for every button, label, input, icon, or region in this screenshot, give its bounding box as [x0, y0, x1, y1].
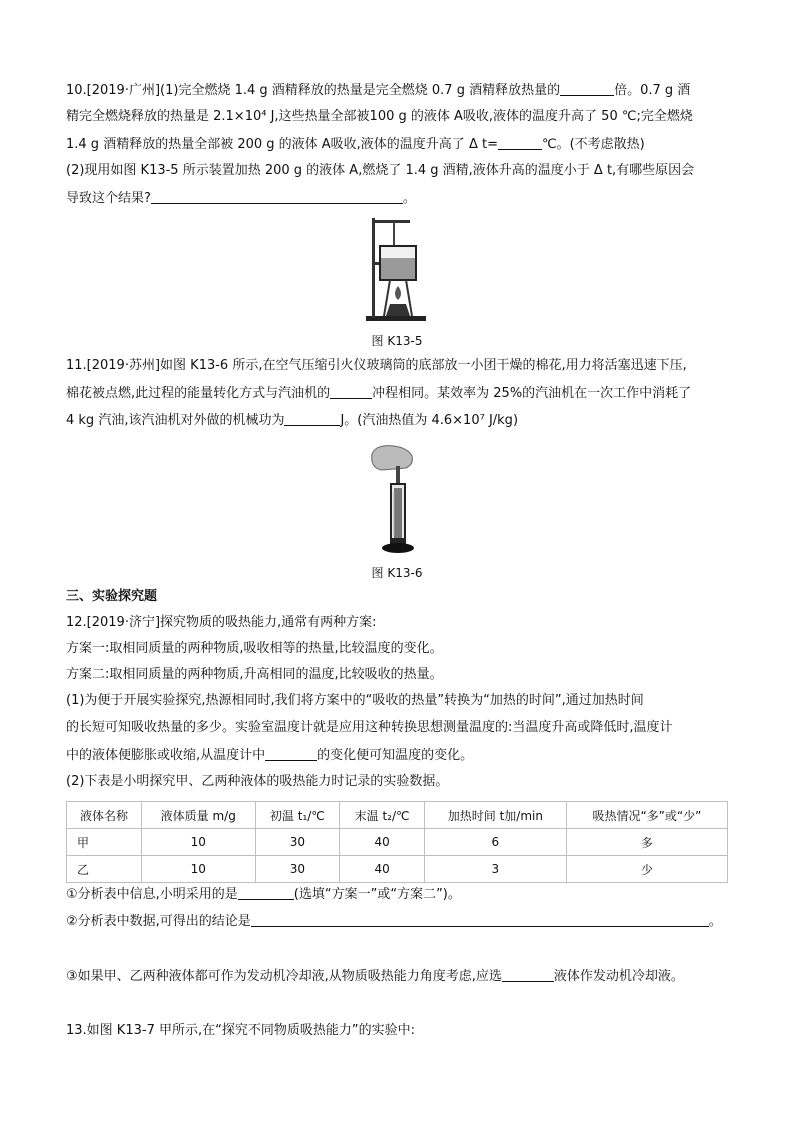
table-row [67, 829, 728, 856]
q12-text: 的变化便可知温度的变化。 [317, 748, 474, 763]
q12-answer1 [66, 885, 461, 904]
q10-text: ℃。(不考虑散热) [541, 137, 645, 152]
table-cell: 少 [566, 856, 727, 883]
table-cell: 乙 [67, 856, 142, 883]
table-cell: 多 [566, 829, 727, 856]
q11-text: J。(汽油热值为 4.6×10⁷ J/kg) [340, 413, 519, 428]
data-table [66, 801, 728, 883]
figure-k13-5-apparatus [364, 212, 430, 324]
table-header-row [67, 802, 728, 829]
q12-text: 中的液体便膨胀或收缩,从温度计中 [66, 748, 266, 763]
q12-answer3 [66, 967, 684, 986]
q10-line5 [66, 189, 416, 208]
q12-text: ③如果甲、乙两种液体都可作为发动机冷却液,从物质吸热能力角度考虑,应选 [66, 969, 502, 984]
q10-text: 1.4 g 酒精释放的热量全部被 200 g 的液体 A吸收,液体的温度升高了 Δ t= [66, 137, 498, 152]
q12-part1-line3 [66, 746, 473, 765]
q12-part2: (2)下表是小明探究甲、乙两种液体的吸热能力时记录的实验数据。 [66, 774, 449, 789]
table-header-cell: 初温 t₁/℃ [255, 802, 340, 829]
q10-text: 倍。0.7 g 酒 [614, 83, 691, 98]
q12-part1-line2: 的长短可知吸收热量的多少。实验室温度计就是应用这种转换思想测量温度的:当温度升高或降低时,温度计 [66, 720, 673, 735]
q12-answer2 [66, 912, 722, 931]
table-cell: 40 [340, 856, 425, 883]
q11-text: 冲程相同。某效率为 25%的汽油机在一次工作中消耗了 [372, 386, 692, 401]
q12-text: ①分析表中信息,小明采用的是 [66, 887, 238, 902]
q12-part1-line1: (1)为便于开展实验探究,热源相同时,我们将方案中的“吸收的热量”转换为“加热的时间”,通过加热时间 [66, 693, 644, 708]
table-header-cell: 液体质量 m/g [142, 802, 255, 829]
figure-k13-6-caption: 图 K13-6 [371, 566, 423, 580]
q11-line3 [66, 411, 518, 430]
answer-blank[interactable] [502, 967, 554, 982]
answer-blank[interactable] [265, 746, 317, 761]
q12-text: (选填“方案一”或“方案二”)。 [293, 887, 461, 902]
q10-line3 [66, 135, 645, 154]
q10-line2: 精完全燃烧释放的热量是 2.1×10⁴ J,这些热量全部被100 g 的液体 A吸收,液体的温度升高了 50 ℃;完全燃烧 [66, 109, 693, 124]
q12-text: 液体作发动机冷却液。 [553, 969, 684, 984]
q10-line1 [66, 81, 690, 100]
table-cell: 3 [424, 856, 566, 883]
q11-text: 4 kg 汽油,该汽油机对外做的机械功为 [66, 413, 285, 428]
table-cell: 6 [424, 829, 566, 856]
table-row [67, 856, 728, 883]
table-header-cell: 吸热情况“多”或“少” [566, 802, 727, 829]
q10-text: 导致这个结果? [66, 191, 151, 206]
answer-blank[interactable] [330, 384, 372, 399]
q10-text: 10.[2019·广州](1)完全燃烧 1.4 g 酒精释放的热量是完全燃烧 0.7 g 酒精释放热量的 [66, 83, 561, 98]
q12-plan1: 方案一:取相同质量的两种物质,吸收相等的热量,比较温度的变化。 [66, 641, 443, 656]
table-cell: 10 [142, 856, 255, 883]
table-cell: 40 [340, 829, 425, 856]
q12-line1: 12.[2019·济宁]探究物质的吸热能力,通常有两种方案: [66, 615, 377, 630]
answer-blank[interactable] [560, 81, 614, 96]
answer-blank[interactable] [284, 411, 340, 426]
q10-line4: (2)现用如图 K13-5 所示装置加热 200 g 的液体 A,燃烧了 1.4 g 酒精,液体升高的温度小于 Δ t,有哪些原因会 [66, 163, 695, 178]
answer-blank[interactable] [151, 189, 403, 204]
table-cell: 30 [255, 856, 340, 883]
answer-blank[interactable] [238, 885, 294, 900]
table-cell: 30 [255, 829, 340, 856]
q13-line1: 13.如图 K13-7 甲所示,在“探究不同物质吸热能力”的实验中: [66, 1023, 415, 1038]
q12-text: 。 [708, 914, 722, 929]
figure-k13-5-caption: 图 K13-5 [371, 334, 423, 348]
table-header-cell: 液体名称 [67, 802, 142, 829]
table-header-cell: 末温 t₂/℃ [340, 802, 425, 829]
table-cell: 甲 [67, 829, 142, 856]
figure-k13-6-fire-piston [364, 440, 430, 556]
q11-text: 棉花被点燃,此过程的能量转化方式与汽油机的 [66, 386, 331, 401]
answer-blank[interactable] [251, 912, 709, 927]
q11-line2 [66, 384, 691, 403]
table-cell: 10 [142, 829, 255, 856]
q10-text: 。 [402, 191, 416, 206]
q11-line1: 11.[2019·苏州]如图 K13-6 所示,在空气压缩引火仪玻璃筒的底部放一小团干燥的棉花,用力将活塞迅速下压, [66, 358, 687, 373]
section-title: 三、实验探究题 [66, 589, 158, 604]
q12-plan2: 方案二:取相同质量的两种物质,升高相同的温度,比较吸收的热量。 [66, 667, 443, 682]
answer-blank[interactable] [498, 135, 542, 150]
q12-text: ②分析表中数据,可得出的结论是 [66, 914, 251, 929]
table-header-cell: 加热时间 t加/min [424, 802, 566, 829]
